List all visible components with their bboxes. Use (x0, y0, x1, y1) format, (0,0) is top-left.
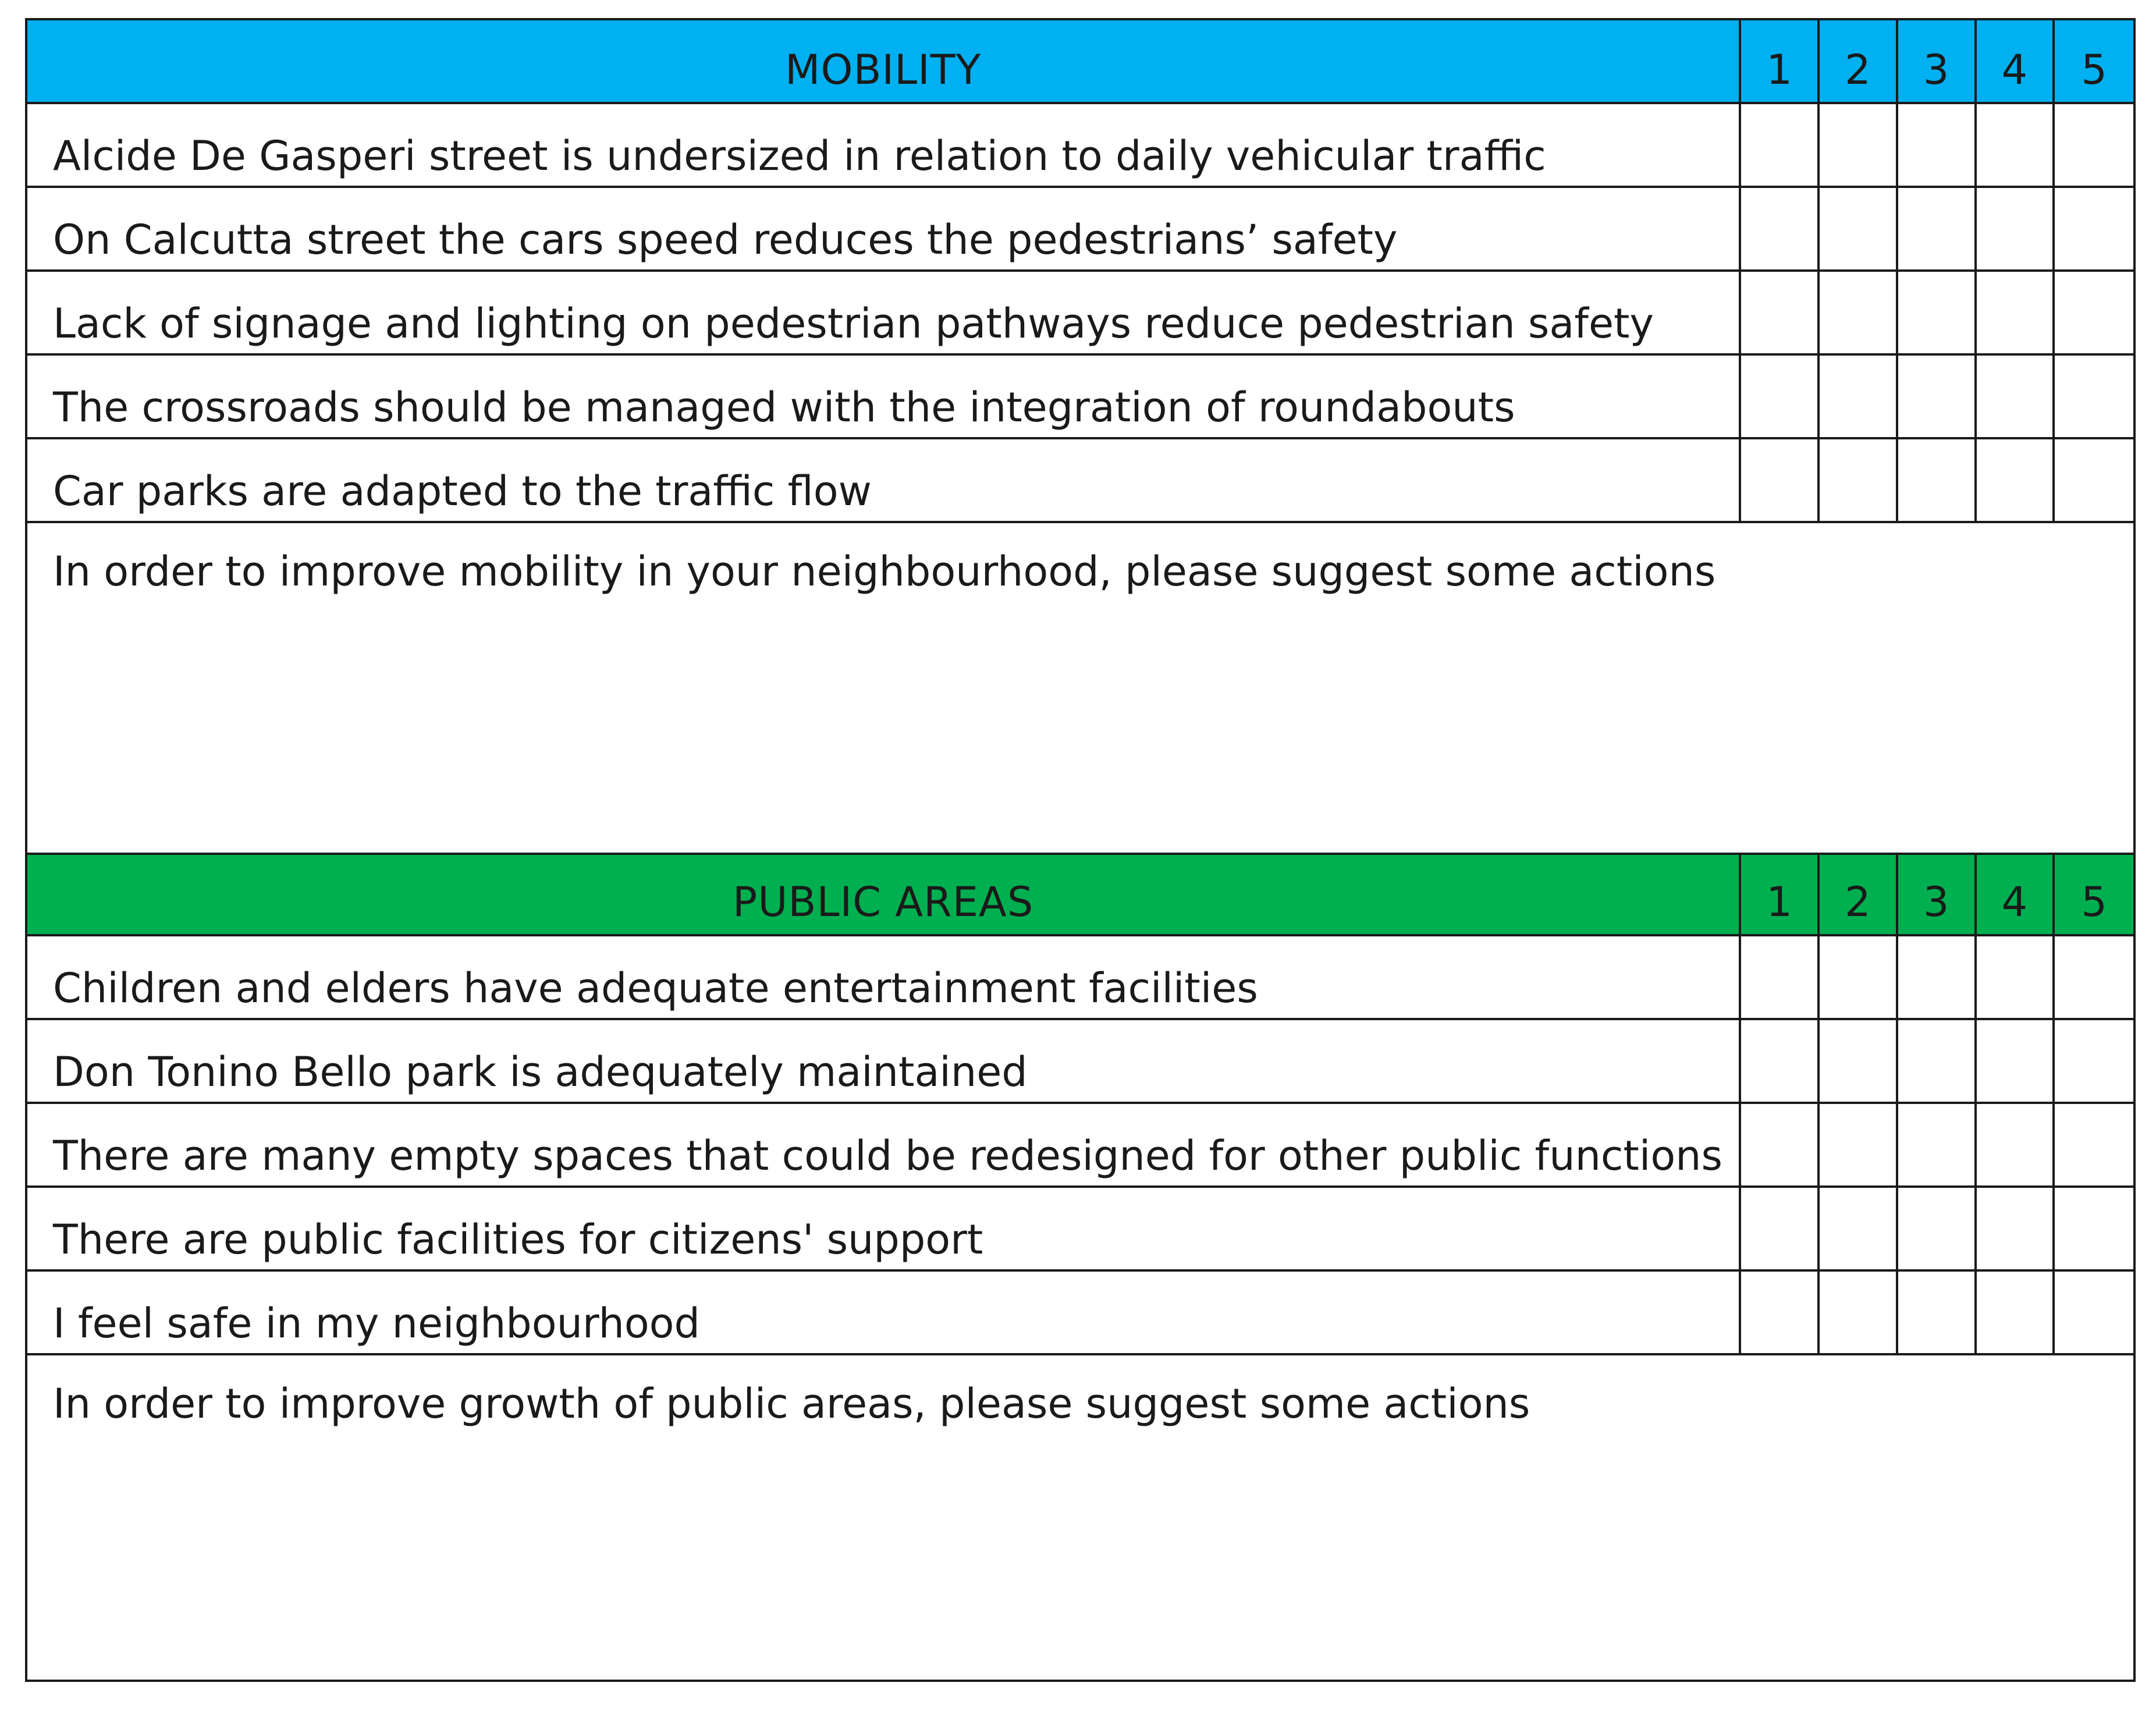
rating-box-5[interactable] (2055, 272, 2133, 353)
rating-box-3[interactable] (1898, 1272, 1977, 1353)
rating-box-4[interactable] (1977, 1188, 2055, 1269)
score-header-5: 5 (2081, 46, 2107, 94)
rating-box-4[interactable] (1977, 188, 2055, 269)
rating-box-4[interactable] (1977, 272, 2055, 353)
rating-box-1[interactable] (1741, 936, 1820, 1018)
questionnaire-table (25, 18, 2136, 1682)
rating-box-4[interactable] (1977, 356, 2055, 437)
mobility-statement-row (27, 104, 2133, 188)
mobility-suggestion-prompt: In order to improve mobility in your neighbourhood, please suggest some actions (53, 548, 1716, 595)
rating-box-1[interactable] (1741, 1104, 1820, 1185)
public-areas-header-row (27, 853, 2133, 936)
public-areas-section (27, 853, 2133, 1682)
rating-box-2[interactable] (1820, 188, 1898, 269)
public-areas-suggestion-area[interactable] (27, 1355, 2133, 1682)
mobility-statement-row (27, 272, 2133, 356)
rating-box-2[interactable] (1820, 936, 1898, 1018)
public-areas-statement-row (27, 1020, 2133, 1104)
rating-box-1[interactable] (1741, 356, 1820, 437)
rating-box-5[interactable] (2055, 1272, 2133, 1353)
rating-box-5[interactable] (2055, 936, 2133, 1018)
public-areas-statement-row (27, 1272, 2133, 1355)
rating-box-5[interactable] (2055, 439, 2133, 521)
mobility-header-row (27, 20, 2133, 104)
rating-box-2[interactable] (1820, 272, 1898, 353)
score-header-1: 1 (1741, 20, 1820, 102)
statement-text: There are public facilities for citizens' support (27, 1188, 1741, 1269)
rating-box-1[interactable] (1741, 1020, 1820, 1102)
rating-box-3[interactable] (1898, 1188, 1977, 1269)
score-header-3: 3 (1898, 20, 1977, 102)
mobility-statement-row (27, 188, 2133, 272)
rating-box-1[interactable] (1741, 1188, 1820, 1269)
score-header-2: 2 (1820, 855, 1898, 934)
score-header-1: 1 (1741, 855, 1820, 934)
rating-box-3[interactable] (1898, 188, 1977, 269)
public-areas-suggestion-prompt: In order to improve growth of public areas, please suggest some actions (53, 1380, 1530, 1428)
rating-box-2[interactable] (1820, 439, 1898, 521)
rating-box-1[interactable] (1741, 104, 1820, 186)
rating-box-3[interactable] (1898, 439, 1977, 521)
rating-box-1[interactable] (1741, 188, 1820, 269)
rating-box-4[interactable] (1977, 1020, 2055, 1102)
public-areas-statement-row (27, 936, 2133, 1020)
rating-box-4[interactable] (1977, 1104, 2055, 1185)
rating-box-5[interactable] (2055, 104, 2133, 186)
statement-text: I feel safe in my neighbourhood (27, 1272, 1741, 1353)
statement-text: Car parks are adapted to the traffic flow (27, 439, 1741, 521)
rating-box-1[interactable] (1741, 439, 1820, 521)
public-areas-title: PUBLIC AREAS (27, 855, 1741, 934)
rating-box-3[interactable] (1898, 356, 1977, 437)
rating-box-1[interactable] (1741, 272, 1820, 353)
score-header-4: 4 (1977, 20, 2055, 102)
rating-box-2[interactable] (1820, 104, 1898, 186)
score-header-5: 5 (2081, 878, 2107, 926)
rating-box-5[interactable] (2055, 356, 2133, 437)
rating-box-2[interactable] (1820, 1020, 1898, 1102)
mobility-statement-row (27, 439, 2133, 523)
public-areas-statement-row (27, 1104, 2133, 1188)
public-areas-statement-row (27, 1188, 2133, 1272)
statement-text: Don Tonino Bello park is adequately maintained (27, 1020, 1741, 1102)
rating-box-3[interactable] (1898, 272, 1977, 353)
rating-box-2[interactable] (1820, 1104, 1898, 1185)
mobility-section (27, 20, 2133, 853)
rating-box-3[interactable] (1898, 936, 1977, 1018)
rating-box-5[interactable] (2055, 1020, 2133, 1102)
rating-box-1[interactable] (1741, 1272, 1820, 1353)
rating-box-2[interactable] (1820, 1272, 1898, 1353)
rating-box-5[interactable] (2055, 188, 2133, 269)
mobility-title: MOBILITY (27, 20, 1741, 102)
rating-box-4[interactable] (1977, 439, 2055, 521)
statement-text: There are many empty spaces that could be redesigned for other public functions (27, 1104, 1741, 1185)
mobility-statement-row (27, 356, 2133, 439)
rating-box-5[interactable] (2055, 1104, 2133, 1185)
statement-text: On Calcutta street the cars speed reduces the pedestrians’ safety (27, 188, 1741, 269)
score-header-3: 3 (1898, 855, 1977, 934)
statement-text: Alcide De Gasperi street is undersized in relation to daily vehicular traffic (27, 104, 1741, 186)
rating-box-2[interactable] (1820, 356, 1898, 437)
score-header-4: 4 (1977, 855, 2055, 934)
rating-box-3[interactable] (1898, 1104, 1977, 1185)
rating-box-4[interactable] (1977, 104, 2055, 186)
statement-text: Lack of signage and lighting on pedestrian pathways reduce pedestrian safety (27, 272, 1741, 353)
statement-text: Children and elders have adequate entertainment facilities (27, 936, 1741, 1018)
rating-box-4[interactable] (1977, 1272, 2055, 1353)
mobility-suggestion-area[interactable] (27, 523, 2133, 853)
rating-box-3[interactable] (1898, 104, 1977, 186)
statement-text: The crossroads should be managed with the integration of roundabouts (27, 356, 1741, 437)
rating-box-3[interactable] (1898, 1020, 1977, 1102)
score-header-2: 2 (1820, 20, 1898, 102)
rating-box-4[interactable] (1977, 936, 2055, 1018)
rating-box-2[interactable] (1820, 1188, 1898, 1269)
rating-box-5[interactable] (2055, 1188, 2133, 1269)
